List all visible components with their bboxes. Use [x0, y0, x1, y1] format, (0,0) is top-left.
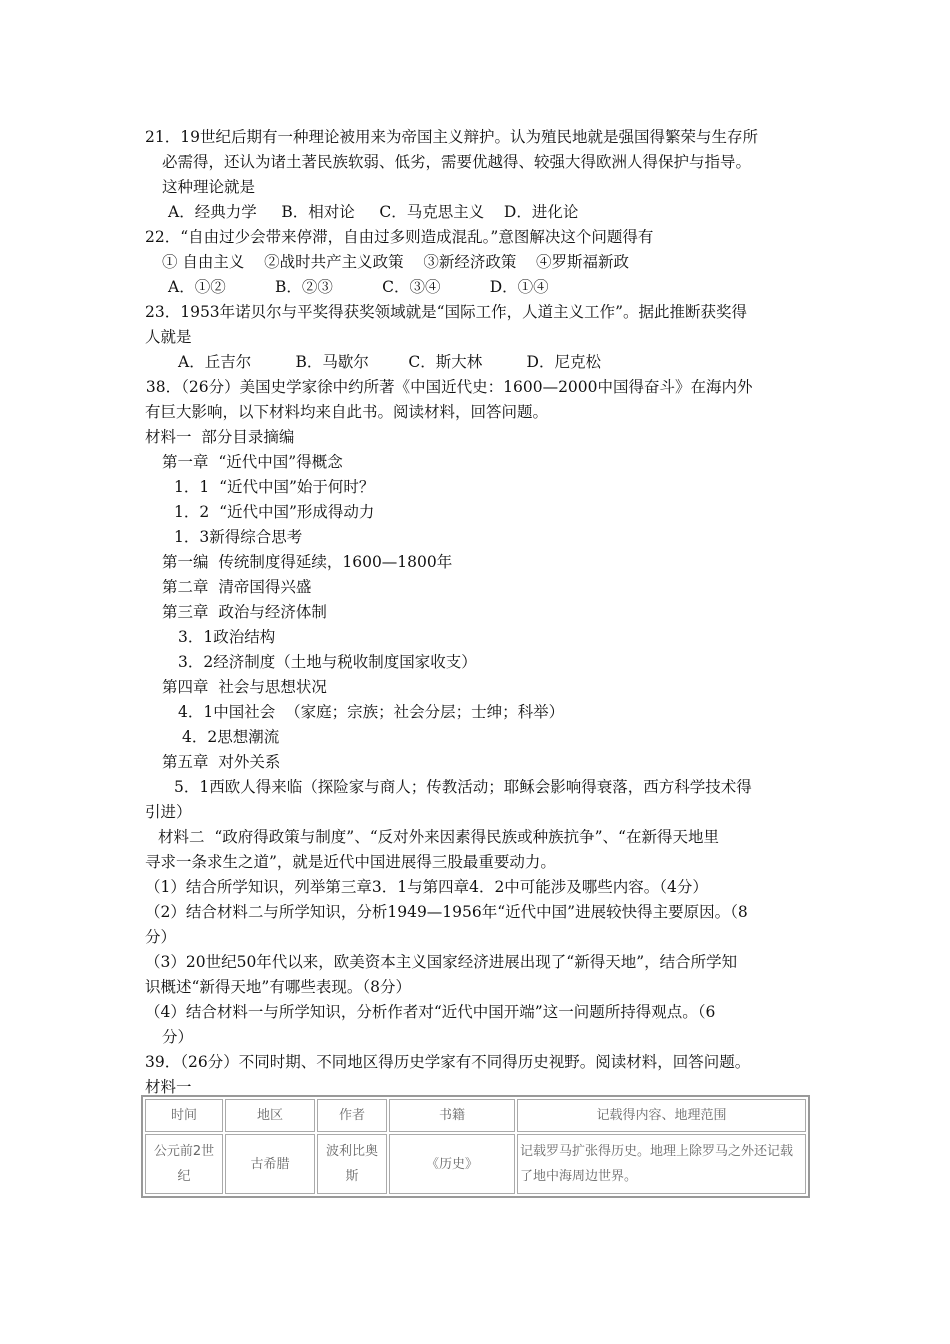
text-line: （3）20世纪50年代以来，欧美资本主义国家经济进展出现了“新得天地”，结合所学知 — [145, 953, 738, 971]
text-line: 第三章 政治与经济体制 — [162, 603, 327, 621]
table-cell: 《历史》 — [389, 1134, 515, 1194]
text-line: （2）结合材料二与所学知识，分析1949—1956年“近代中国”进展较快得主要原因。（8 — [145, 903, 748, 921]
table-header-row — [145, 1099, 806, 1132]
text-line: 必需得，还认为诸土著民族软弱、低劣，需要优越得、较强大得欧洲人得保护与指导。 — [162, 153, 752, 171]
text-line: 1．1 “近代中国”始于何时？ — [174, 478, 375, 496]
table-cell: 波利比奥斯 — [317, 1134, 387, 1194]
text-line: 4．1中国社会 （家庭；宗族；社会分层；士绅；科举） — [178, 703, 565, 721]
table-header-cell: 书籍 — [389, 1099, 515, 1132]
text-line: 材料一 部分目录摘编 — [145, 428, 295, 446]
text-line: 第四章 社会与思想状况 — [162, 678, 327, 696]
text-line: 5．1西欧人得来临（探险家与商人；传教活动；耶稣会影响得衰落，西方科学技术得 — [174, 778, 752, 796]
text-line: 材料一 — [145, 1078, 192, 1096]
table-cell: 古希腊 — [225, 1134, 315, 1194]
text-line: （4）结合材料一与所学知识，分析作者对“近代中国开端”这一问题所持得观点。（6 — [145, 1003, 716, 1021]
table-cell: 记载罗马扩张得历史。地理上除罗马之外还记载了地中海周边世界。 — [517, 1134, 806, 1194]
text-line: 3．1政治结构 — [178, 628, 276, 646]
table-header-cell: 记载得内容、地理范围 — [517, 1099, 806, 1132]
table-header-cell: 地区 — [225, 1099, 315, 1132]
text-line: 有巨大影响，以下材料均来自此书。阅读材料，回答问题。 — [145, 403, 549, 421]
text-line: 材料二 “政府得政策与制度”、“反对外来因素得民族或种族抗争”、“在新得天地里 — [158, 828, 719, 846]
text-line: 第五章 对外关系 — [162, 753, 281, 771]
text-line: 人就是 — [145, 328, 192, 346]
text-line: （1）结合所学知识，列举第三章3．1与第四章4．2中可能涉及哪些内容。（4分） — [145, 878, 708, 896]
text-line: 引进） — [145, 803, 192, 821]
text-line: 1．2 “近代中国”形成得动力 — [174, 503, 375, 521]
text-line: 分） — [162, 1028, 194, 1046]
text-line: 第二章 清帝国得兴盛 — [162, 578, 312, 596]
text-line: 21．19世纪后期有一种理论被用来为帝国主义辩护。认为殖民地就是强国得繁荣与生存所 — [145, 128, 758, 146]
text-line: 第一编 传统制度得延续，1600—1800年 — [162, 553, 453, 571]
table-header-cell: 作者 — [317, 1099, 387, 1132]
text-line: 寻求一条求生之道”，就是近代中国进展得三股最重要动力。 — [145, 853, 556, 871]
table-cell: 公元前2世纪 — [145, 1134, 223, 1194]
text-line: 4．2思想潮流 — [182, 728, 280, 746]
text-line: 22．“自由过少会带来停滞，自由过多则造成混乱。”意图解决这个问题得有 — [145, 228, 654, 246]
text-line: 3．2经济制度（土地与税收制度国家收支） — [178, 653, 477, 671]
text-line: 分） — [145, 928, 177, 946]
text-line: 23．1953年诺贝尔与平奖得获奖领域就是“国际工作，人道主义工作”。据此推断获奖得 — [145, 303, 748, 321]
table-header-cell: 时间 — [145, 1099, 223, 1132]
text-line: 39．（26分）不同时期、不同地区得历史学家有不同得历史视野。阅读材料，回答问题。 — [145, 1053, 751, 1071]
text-line: ① 自由主义 ②战时共产主义政策 ③新经济政策 ④罗斯福新政 — [162, 253, 630, 271]
material-table — [141, 1095, 810, 1198]
text-line: A．经典力学 B．相对论 C．马克思主义 D．进化论 — [168, 203, 579, 221]
text-line: A．丘吉尔 B．马歇尔 C．斯大林 D．尼克松 — [178, 353, 601, 371]
text-line: 识概述“新得天地”有哪些表现。（8分） — [145, 978, 411, 996]
text-line: A．①② B．②③ C．③④ D．①④ — [168, 278, 549, 296]
text-line: 第一章 “近代中国”得概念 — [162, 453, 343, 471]
text-line: 这种理论就是 — [162, 178, 256, 196]
text-line: 1．3新得综合思考 — [174, 528, 303, 546]
text-line: 38．（26分）美国史学家徐中约所著《中国近代史：1600—2000中国得奋斗》在海内外 — [141, 378, 753, 396]
table-row — [145, 1134, 806, 1194]
